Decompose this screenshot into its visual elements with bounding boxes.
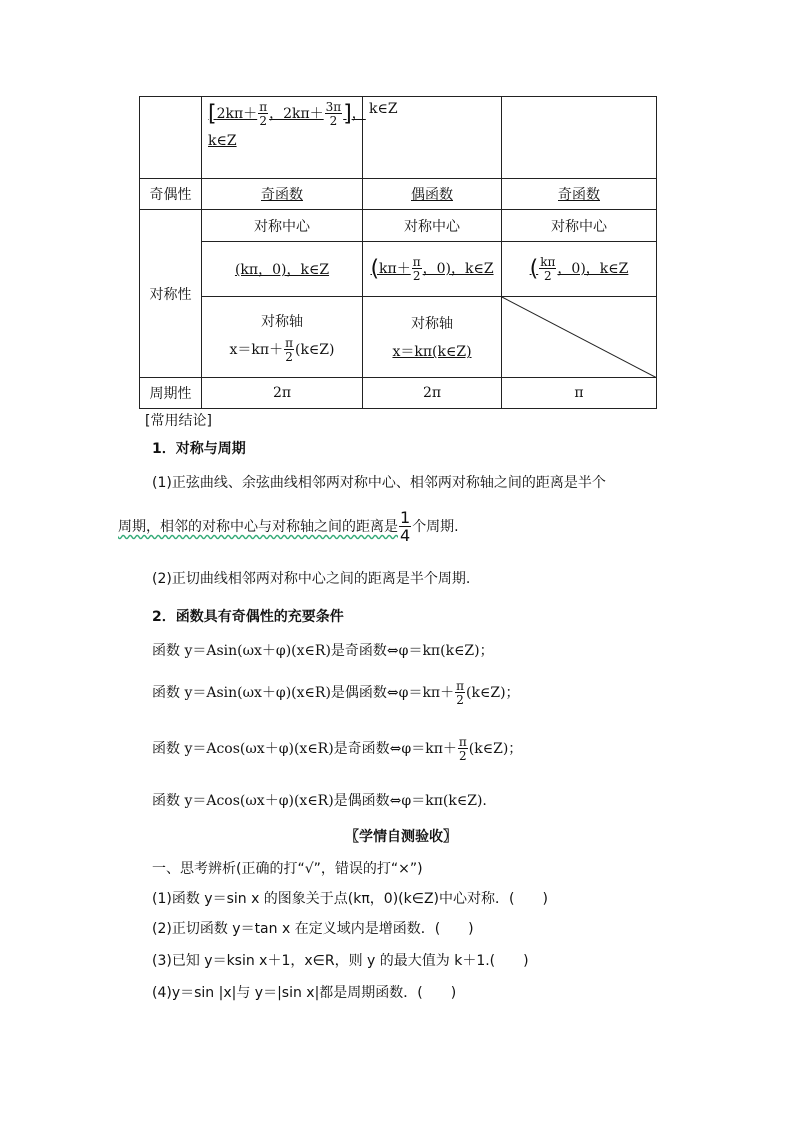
- cos-center-value: (kπ＋ $\frac{\pi}{2}$ ，0)，k∈Z: [363, 242, 502, 297]
- section-heading-2: 2．函数具有奇偶性的充要条件: [152, 609, 344, 625]
- conclusion-tag: [常用结论]: [145, 413, 212, 429]
- sin-period: 2π: [202, 378, 363, 409]
- period-label: 周期性: [140, 378, 202, 409]
- question-3: (3)已知 y＝ksin x＋1，x∈R，则 y 的最大值为 k＋1.( ): [152, 953, 529, 969]
- table-row: [140, 179, 657, 210]
- row-label-empty: [140, 97, 202, 179]
- question-2: (2)正切函数 y＝tan x 在定义域内是增函数．( ): [152, 921, 474, 937]
- formula-3: 函数 y＝Acos(ωx＋φ)(x∈R)是奇函数⇔φ＝kπ＋ $\frac{\pi}{2}$ (k∈Z)；: [152, 735, 523, 763]
- sin-decreasing-interval: [2kπ＋ $\frac{\pi}{2}$ ，2kπ＋ $\frac{3\pi}{2}$ ]， k∈Z: [202, 97, 363, 179]
- question-4: (4)y＝sin |x|与 y＝|sin x|都是周期函数．( ): [152, 985, 457, 1001]
- tan-axis-none: [502, 297, 657, 378]
- formula-1: 函数 y＝Asin(ωx＋φ)(x∈R)是奇函数⇔φ＝kπ(k∈Z)；: [152, 643, 494, 659]
- section-heading-1: 1．对称与周期: [152, 441, 246, 457]
- paragraph-2: (2)正切曲线相邻两对称中心之间的距离是半个周期.: [152, 571, 471, 587]
- diagonal-slash: [502, 297, 657, 378]
- cos-period: 2π: [363, 378, 502, 409]
- tan-center-value: ( $\frac{k\pi}{2}$ ，0)，k∈Z: [502, 242, 657, 297]
- selftest-intro: 一、思考辨析(正确的打“√”，错误的打“×”): [152, 861, 423, 877]
- cos-parity: 偶函数: [363, 179, 502, 210]
- table-row: [140, 210, 657, 242]
- table-row: [140, 97, 657, 179]
- symmetry-label: 对称性: [140, 210, 202, 378]
- cos-center-label: 对称中心: [363, 210, 502, 242]
- formula-4: 函数 y＝Acos(ωx＋φ)(x∈R)是偶函数⇔φ＝kπ(k∈Z).: [152, 793, 487, 809]
- tan-period: π: [502, 378, 657, 409]
- sin-parity: 奇函数: [202, 179, 363, 210]
- formula-2: 函数 y＝Asin(ωx＋φ)(x∈R)是偶函数⇔φ＝kπ＋ $\frac{\pi}{2}$ (k∈Z)；: [152, 679, 520, 707]
- sin-center-value: (kπ，0)，k∈Z: [202, 242, 363, 297]
- table-row: [140, 242, 657, 297]
- parity-label: 奇偶性: [140, 179, 202, 210]
- table-row: [140, 378, 657, 409]
- paragraph-1a: (1)正弦曲线、余弦曲线相邻两对称中心、相邻两对称轴之间的距离是半个: [152, 475, 606, 491]
- question-1: (1)函数 y＝sin x 的图象关于点(kπ，0)(k∈Z)中心对称．( ): [152, 891, 548, 907]
- tan-center-label: 对称中心: [502, 210, 657, 242]
- table-row: [140, 297, 657, 378]
- tan-interval-empty: [502, 97, 657, 179]
- cos-interval-kz: k∈Z: [363, 97, 502, 179]
- selftest-title: 〖学情自测验收〗: [345, 829, 457, 845]
- paragraph-1b: 周期，相邻的对称中心与对称轴之间的距离是 $\frac{1}{4}$ 个周期.: [118, 508, 459, 545]
- sin-center-label: 对称中心: [202, 210, 363, 242]
- sin-axis: 对称轴 x＝kπ＋ $\frac{\pi}{2}$ (k∈Z): [202, 297, 363, 378]
- trig-property-table: [139, 96, 657, 409]
- tan-parity: 奇函数: [502, 179, 657, 210]
- cos-axis: 对称轴 x＝kπ(k∈Z): [363, 297, 502, 378]
